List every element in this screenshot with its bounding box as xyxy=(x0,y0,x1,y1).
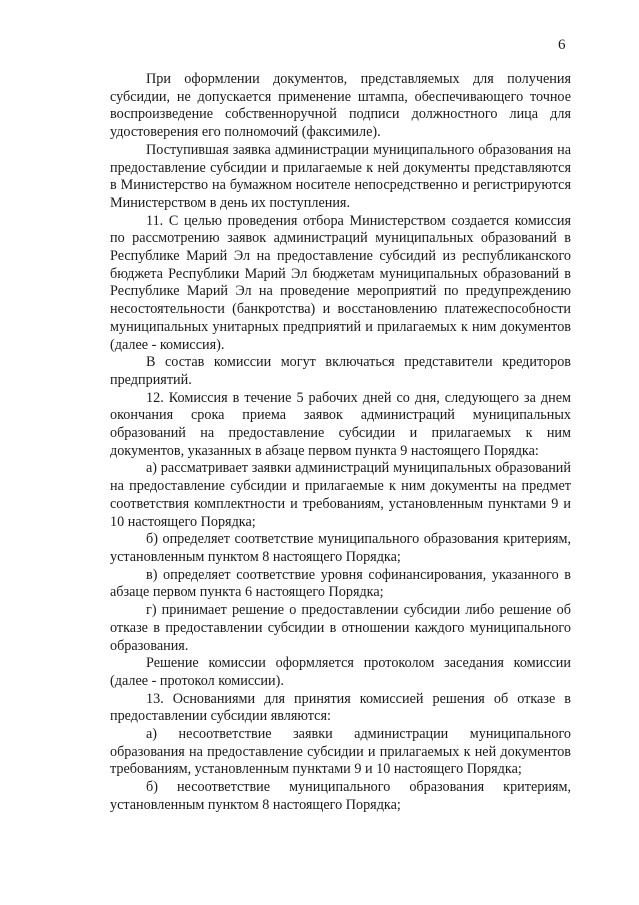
paragraph-commission-protocol: Решение комиссии оформляется протоколом заседания комиссии (далее - протокол комиссии). xyxy=(110,655,571,689)
paragraph-item-12-b: б) определяет соответствие муниципального образования критериям, установленным пунктом 8 настоящего Порядка; xyxy=(110,531,571,565)
paragraph-commission-members: В состав комиссии могут включаться представители кредиторов предприятий. xyxy=(110,354,571,388)
paragraph-item-12-a: а) рассматривает заявки администраций муниципальных образований на предоставление субсидии и прилагаемые к ним документы на предмет соответствия комплектности и требованиям, установленным пунктами 9 и 10 настоящего Порядка; xyxy=(110,460,571,530)
paragraph-item-13-b: б) несоответствие муниципального образования критериям, установленным пунктом 8 настоящего Порядка; xyxy=(110,779,571,813)
paragraph-facsimile: При оформлении документов, представляемых для получения субсидии, не допускается применение штампа, обеспечивающего точное воспроизведение собственноручной подписи должностного лица для удостоверения его полномочий (факсимиле). xyxy=(110,71,571,141)
paragraph-item-13-a: а) несоответствие заявки администрации муниципального образования на предоставление субсидии и прилагаемых к ней документов требованиям, установленным пунктами 9 и 10 настоящего Порядка; xyxy=(110,726,571,778)
paragraph-item-11: 11. С целью проведения отбора Министерством создается комиссия по рассмотрению заявок администраций муниципальных образований в Республике Марий Эл на предоставление субсидий из республиканского бюджета Республики Марий Эл бюджетам муниципальных образований в Республике Марий Эл на проведение мероприятий по предупреждению несостоятельности (банкротства) и восстановлению платежеспособности муниципальных унитарных предприятий и прилагаемых к ним документов (далее - комиссия). xyxy=(110,212,571,353)
page-number: 6 xyxy=(558,37,566,53)
paragraph-item-12-v: в) определяет соответствие уровня софинансирования, указанного в абзаце первом пункта 6 настоящего Порядка; xyxy=(110,566,571,601)
paragraph-item-12-g: г) принимает решение о предоставлении субсидии либо решение об отказе в предоставлении субсидии в отношении каждого муниципального образования. xyxy=(110,602,571,654)
document-body xyxy=(110,71,571,815)
paragraph-item-12: 12. Комиссия в течение 5 рабочих дней со дня, следующего за днем окончания срока приема заявок администраций муниципальных образований на предоставление субсидии и прилагаемых к ним документов, указанных в абзаце первом пункта 9 настоящего Порядка: xyxy=(110,389,571,459)
paragraph-item-13: 13. Основаниями для принятия комиссией решения об отказе в предоставлении субсидии являются: xyxy=(110,690,571,725)
paragraph-application-submission: Поступившая заявка администрации муниципального образования на предоставление субсидии и прилагаемые к ней документы представляются в Министерство на бумажном носителе непосредственно и регистрируются Министерством в день их поступления. xyxy=(110,141,571,211)
